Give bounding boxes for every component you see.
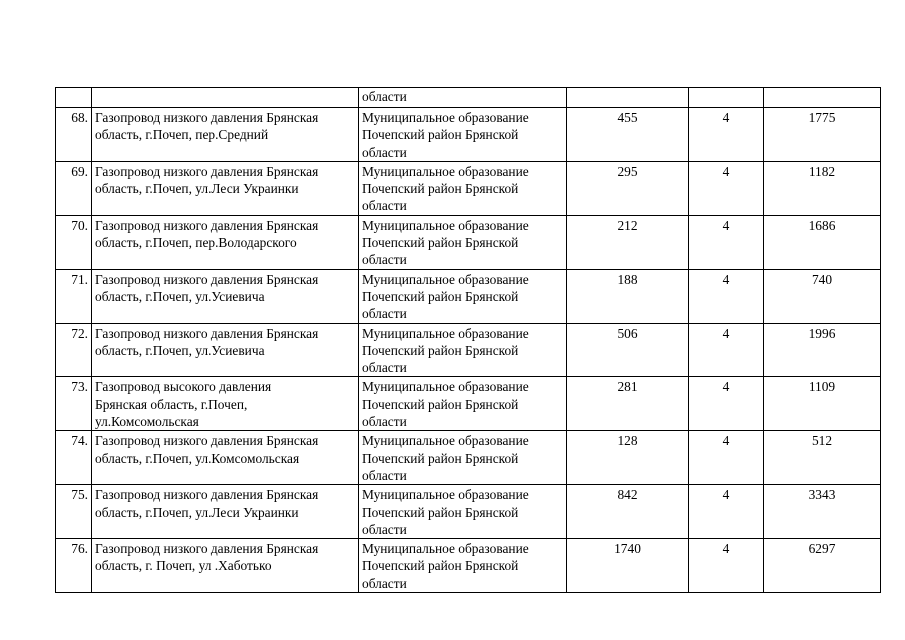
table-row: [56, 269, 881, 323]
owner-cell: [359, 323, 567, 377]
object-name-line: область, г. Почеп, ул .Хаботько: [95, 558, 272, 574]
diameter-cell: 4: [689, 539, 764, 593]
row-number-cell: 76.: [56, 539, 92, 593]
object-name-cell: [92, 269, 359, 323]
owner-cell: [359, 269, 567, 323]
diameter-cell: 4: [689, 323, 764, 377]
object-name-cell: [92, 539, 359, 593]
property-table: [55, 87, 881, 593]
value-cell: 740: [764, 269, 881, 323]
table-row: [56, 485, 881, 539]
owner-line: Муниципальное образование: [362, 163, 529, 179]
owner-line: области: [362, 521, 407, 537]
object-name-line: область, г.Почеп, пер.Средний: [95, 127, 269, 143]
owner-line: области: [362, 467, 407, 483]
object-name-line: Газопровод высокого давления: [95, 379, 272, 395]
row-number-cell: 69.: [56, 161, 92, 215]
row-number-cell: 74.: [56, 431, 92, 485]
object-name-cell: [92, 485, 359, 539]
object-name-line: Газопровод низкого давления Брянская: [95, 487, 319, 503]
table-row: [56, 431, 881, 485]
object-name-line: область, г.Почеп, ул.Леси Украинки: [95, 181, 299, 197]
object-name-line: Газопровод низкого давления Брянская: [95, 163, 319, 179]
object-name-line: область, г.Почеп, ул.Усиевича: [95, 342, 265, 358]
row-number-cell: [56, 88, 92, 108]
owner-line: Почепский район Брянской: [362, 450, 519, 466]
object-name-line: Газопровод низкого давления Брянская: [95, 110, 319, 125]
value-cell: 3343: [764, 485, 881, 539]
owner-line: Почепский район Брянской: [362, 181, 519, 197]
length-cell: 212: [567, 215, 689, 269]
length-cell: 842: [567, 485, 689, 539]
value-cell: [764, 88, 881, 108]
owner-line: Муниципальное образование: [362, 110, 529, 125]
owner-cell: [359, 108, 567, 162]
diameter-cell: 4: [689, 161, 764, 215]
diameter-cell: 4: [689, 377, 764, 431]
owner-line: области: [362, 89, 407, 104]
owner-line: области: [362, 144, 407, 160]
diameter-cell: 4: [689, 269, 764, 323]
value-cell: 1109: [764, 377, 881, 431]
owner-line: Почепский район Брянской: [362, 127, 519, 143]
owner-line: Муниципальное образование: [362, 325, 529, 341]
owner-line: Муниципальное образование: [362, 271, 529, 287]
object-name-line: Газопровод низкого давления Брянская: [95, 541, 319, 557]
owner-line: Муниципальное образование: [362, 433, 529, 449]
value-cell: 1996: [764, 323, 881, 377]
owner-cell: [359, 431, 567, 485]
owner-line: Муниципальное образование: [362, 487, 529, 503]
length-cell: 1740: [567, 539, 689, 593]
object-name-cell: [92, 161, 359, 215]
table-row: [56, 539, 881, 593]
table-row: [56, 377, 881, 431]
value-cell: 512: [764, 431, 881, 485]
length-cell: 281: [567, 377, 689, 431]
row-number-cell: 70.: [56, 215, 92, 269]
object-name-line: Газопровод низкого давления Брянская: [95, 271, 319, 287]
value-cell: 6297: [764, 539, 881, 593]
row-number-cell: 72.: [56, 323, 92, 377]
object-name-cell: [92, 377, 359, 431]
owner-line: Почепский район Брянской: [362, 504, 519, 520]
row-number-cell: 71.: [56, 269, 92, 323]
object-name-line: Газопровод низкого давления Брянская: [95, 217, 319, 233]
object-name-line: область, г.Почеп, пер.Володарского: [95, 235, 297, 251]
owner-line: области: [362, 198, 407, 214]
object-name-cell: [92, 431, 359, 485]
object-name-cell: [92, 215, 359, 269]
object-name-line: область, г.Почеп, ул.Комсомольская: [95, 450, 300, 466]
owner-line: области: [362, 252, 407, 268]
table-body: [56, 88, 881, 593]
table-row: [56, 108, 881, 162]
diameter-cell: 4: [689, 215, 764, 269]
object-name-cell: [92, 108, 359, 162]
owner-line: области: [362, 575, 407, 591]
owner-line: области: [362, 414, 407, 430]
owner-line: Муниципальное образование: [362, 541, 529, 557]
diameter-cell: [689, 88, 764, 108]
row-number-cell: 73.: [56, 377, 92, 431]
owner-cell: [359, 377, 567, 431]
length-cell: 506: [567, 323, 689, 377]
object-name-line: ул.Комсомольская: [95, 414, 199, 430]
value-cell: 1775: [764, 108, 881, 162]
diameter-cell: 4: [689, 431, 764, 485]
owner-line: Почепский район Брянской: [362, 396, 519, 412]
owner-cell: [359, 161, 567, 215]
carryover-row: [56, 88, 881, 108]
object-name-line: область, г.Почеп, ул.Усиевича: [95, 288, 265, 304]
owner-line: области: [362, 360, 407, 376]
owner-line: Муниципальное образование: [362, 379, 529, 395]
table-row: [56, 215, 881, 269]
row-number-cell: 75.: [56, 485, 92, 539]
row-number-cell: 68.: [56, 108, 92, 162]
length-cell: 455: [567, 108, 689, 162]
owner-line: Почепский район Брянской: [362, 558, 519, 574]
value-cell: 1182: [764, 161, 881, 215]
object-name-line: Газопровод низкого давления Брянская: [95, 433, 319, 449]
owner-cell: [359, 485, 567, 539]
owner-cell: [359, 215, 567, 269]
length-cell: 295: [567, 161, 689, 215]
length-cell: 188: [567, 269, 689, 323]
length-cell: [567, 88, 689, 108]
owner-cell: [359, 88, 567, 108]
object-name-line: Газопровод низкого давления Брянская: [95, 325, 319, 341]
owner-line: Почепский район Брянской: [362, 342, 519, 358]
owner-cell: [359, 539, 567, 593]
diameter-cell: 4: [689, 485, 764, 539]
owner-line: Почепский район Брянской: [362, 235, 519, 251]
table-row: [56, 323, 881, 377]
length-cell: 128: [567, 431, 689, 485]
object-name-line: Брянская область, г.Почеп,: [95, 396, 248, 412]
table-row: [56, 161, 881, 215]
object-name-cell: [92, 88, 359, 108]
diameter-cell: 4: [689, 108, 764, 162]
object-name-line: область, г.Почеп, ул.Леси Украинки: [95, 504, 299, 520]
value-cell: 1686: [764, 215, 881, 269]
owner-line: Почепский район Брянской: [362, 288, 519, 304]
owner-line: Муниципальное образование: [362, 217, 529, 233]
owner-line: области: [362, 306, 407, 322]
object-name-cell: [92, 323, 359, 377]
